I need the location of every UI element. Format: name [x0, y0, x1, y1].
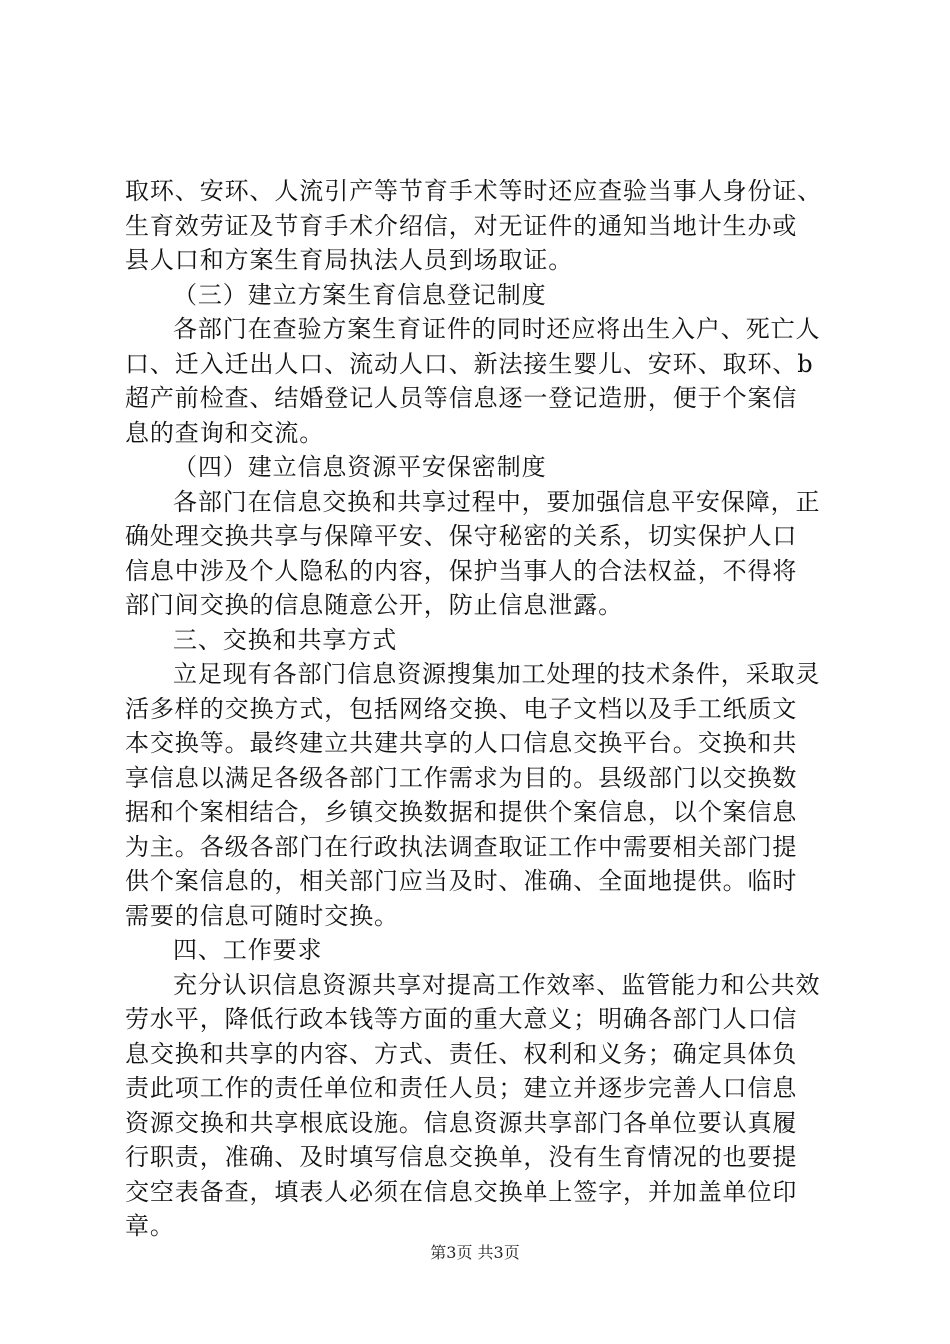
paragraph-line: 据和个案相结合，乡镇交换数据和提供个案信息，以个案信息 [125, 798, 798, 826]
paragraph-first-line: 立足现有各部门信息资源搜集加工处理的技术条件，采取灵 [173, 660, 821, 688]
page-footer: 第3页 共3页 [430, 1243, 520, 1262]
paragraph-first-line: 充分认识信息资源共享对提高工作效率、监管能力和公共效 [173, 970, 821, 999]
paragraph-first-line: 各部门在查验方案生育证件的同时还应将出生入户、死亡人 [173, 315, 821, 343]
paragraph-line: 活多样的交换方式，包括网络交换、电子文档以及手工纸质文 [125, 694, 798, 723]
paragraph-line: 劳水平，降低行政本钱等方面的重大意义；明确各部门人口信 [125, 1005, 798, 1033]
paragraph-line: 超产前检查、结婚登记人员等信息逐一登记造册，便于个案信 [125, 384, 798, 412]
paragraph-line: 本交换等。最终建立共建共享的人口信息交换平台。交换和共 [125, 729, 798, 757]
paragraph-line: 息交换和共享的内容、方式、责任、权利和义务；确定具体负 [125, 1039, 798, 1068]
paragraph-line: 需要的信息可随时交换。 [125, 901, 399, 930]
paragraph-line: 信息中涉及个人隐私的内容，保护当事人的合法权益，不得将 [125, 556, 798, 585]
paragraph-line: 县人口和方案生育局执法人员到场取证。 [125, 246, 574, 274]
paragraph-line: 口、迁入迁出人口、流动人口、新法接生婴儿、安环、取环、b [125, 349, 814, 378]
paragraph-first-line: 三、交换和共享方式 [173, 625, 398, 654]
paragraph-line: 为主。各级各部门在行政执法调查取证工作中需要相关部门提 [125, 832, 798, 861]
paragraph-first-line: （四）建立信息资源平安保密制度 [173, 453, 547, 481]
paragraph-line: 行职责，准确、及时填写信息交换单，没有生育情况的也要提 [125, 1143, 798, 1171]
paragraph-line: 生育效劳证及节育手术介绍信，对无证件的通知当地计生办或 [125, 211, 798, 240]
paragraph-line: 章。 [125, 1212, 175, 1240]
paragraph-line: 责此项工作的责任单位和责任人员；建立并逐步完善人口信息 [125, 1074, 798, 1102]
document-body [125, 174, 835, 1244]
paragraph-line: 资源交换和共享根底设施。信息资源共享部门各单位要认真履 [125, 1108, 798, 1137]
paragraph-first-line: 各部门在信息交换和共享过程中，要加强信息平安保障，正 [173, 487, 821, 516]
paragraph-line: 息的查询和交流。 [125, 418, 325, 447]
paragraph-first-line: 四、工作要求 [173, 936, 323, 964]
paragraph-line: 交空表备查，填表人必须在信息交换单上签字，并加盖单位印 [125, 1177, 798, 1206]
paragraph-line: 部门间交换的信息随意公开，防止信息泄露。 [125, 591, 623, 619]
paragraph-first-line: （三）建立方案生育信息登记制度 [173, 280, 547, 309]
paragraph-line: 享信息以满足各级各部门工作需求为目的。县级部门以交换数 [125, 763, 798, 792]
paragraph-line: 取环、安环、人流引产等节育手术等时还应查验当事人身份证、 [125, 177, 823, 205]
paragraph-line: 确处理交换共享与保障平安、保守秘密的关系，切实保护人口 [125, 522, 798, 550]
paragraph-line: 供个案信息的，相关部门应当及时、准确、全面地提供。临时 [125, 867, 798, 895]
